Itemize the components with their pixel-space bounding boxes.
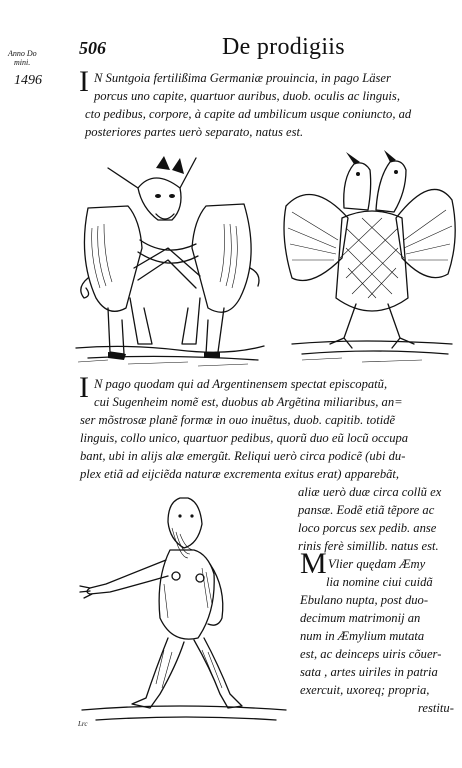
person-body — [80, 498, 286, 720]
para3-line: est, ac deinceps uiris cõuer- — [300, 647, 442, 661]
para3-line: sata , artes uiriles in patria — [300, 665, 438, 679]
para3-line: exercuit, uxoreq; propria, — [300, 683, 430, 697]
para1-line: N Suntgoia fertilißima Germaniæ prouincia, in pago Läser — [94, 71, 391, 85]
para2-line: aliæ uerò duæ circa collũ ex — [298, 485, 442, 499]
para1-line: posteriores partes uerò separato, natus est. — [85, 125, 304, 139]
para3-line: decimum matrimonij an — [300, 611, 421, 625]
para2-line: rinis ferè simillib. natus est. — [298, 539, 439, 553]
two-headed-pig-woodcut — [68, 148, 268, 368]
para3-line: lia nomine ciui cuidã — [326, 575, 433, 589]
para2-line: cui Sugenheim nomẽ est, duobus ab Argẽtina miliaribus, an= — [94, 395, 403, 409]
para3-line: num in Æmylium mutata — [300, 629, 425, 643]
para2-line: ser mõstrosæ planẽ formæ in ouo inuẽtus, duob. capitib. totidẽ — [80, 413, 396, 427]
year-marginal: 1496 — [14, 73, 42, 88]
two-headed-bird-woodcut — [272, 148, 462, 368]
para3-line: Ebulano nupta, post duo- — [300, 593, 429, 607]
para2-line: pansæ. Eodẽ etiã tẽpore ac — [298, 503, 435, 517]
para2-line: bant, ubi in alijs alæ emergũt. Reliqui uerò circa podicẽ (ubi du- — [80, 449, 406, 463]
para3-line: Vlier quędam Æmy — [328, 557, 426, 571]
dropcap-3: M — [300, 547, 327, 580]
para2-line: plex etiã ad eijciẽda naturæ excrementa exitus erat) apparebãt, — [80, 467, 400, 481]
pig-body — [76, 156, 264, 366]
dropcap-2: I — [79, 371, 89, 404]
bird-body — [284, 150, 455, 362]
para1-line: cto pedibus, corpore, à capite ad umbilicum usque coniuncto, ad — [85, 107, 412, 121]
dropcap-1: I — [79, 65, 89, 98]
running-title: De prodigiis — [222, 34, 345, 60]
para2-line: linguis, collo unico, quartuor pedibus, quorũ duo eũ locũ occupa — [80, 431, 409, 445]
para3-line: restitu- — [418, 701, 454, 715]
margin-note-line1: Anno Do — [8, 49, 37, 58]
para2-line: N pago quodam qui ad Argentinensem spectat episcopatũ, — [94, 377, 388, 391]
para2-line: loco porcus sex pedib. anse — [298, 521, 437, 535]
para1-line: porcus uno capite, quartuor auribus, duob. oculis ac linguis, — [94, 89, 400, 103]
transformed-person-woodcut — [76, 488, 296, 728]
catchword: Lrc — [78, 720, 88, 728]
margin-note-line2: mini. — [14, 58, 31, 67]
page-number: 506 — [79, 38, 106, 58]
